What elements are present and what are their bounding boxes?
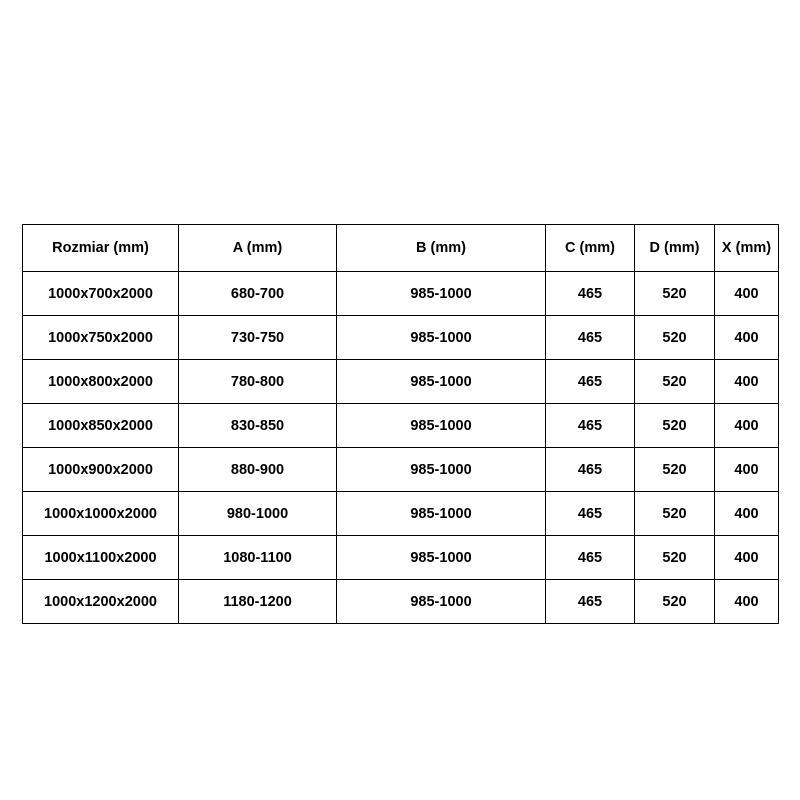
- cell-d: 520: [635, 492, 715, 536]
- cell-rozmiar: 1000x900x2000: [23, 448, 179, 492]
- cell-b: 985-1000: [337, 316, 546, 360]
- cell-d: 520: [635, 448, 715, 492]
- cell-x: 400: [715, 492, 779, 536]
- cell-a: 830-850: [179, 404, 337, 448]
- cell-x: 400: [715, 580, 779, 624]
- cell-x: 400: [715, 448, 779, 492]
- table-row: [23, 536, 779, 580]
- column-header-b: B (mm): [337, 225, 546, 272]
- cell-b: 985-1000: [337, 448, 546, 492]
- cell-d: 520: [635, 316, 715, 360]
- table-row: [23, 360, 779, 404]
- cell-c: 465: [546, 580, 635, 624]
- table-row: [23, 404, 779, 448]
- cell-x: 400: [715, 360, 779, 404]
- cell-rozmiar: 1000x850x2000: [23, 404, 179, 448]
- cell-c: 465: [546, 272, 635, 316]
- table-header-row: [23, 225, 779, 272]
- cell-x: 400: [715, 536, 779, 580]
- table-row: [23, 272, 779, 316]
- table-body: [23, 272, 779, 624]
- cell-b: 985-1000: [337, 580, 546, 624]
- cell-rozmiar: 1000x800x2000: [23, 360, 179, 404]
- spec-table-container: [22, 224, 778, 624]
- cell-rozmiar: 1000x1100x2000: [23, 536, 179, 580]
- column-header-rozmiar: Rozmiar (mm): [23, 225, 179, 272]
- cell-b: 985-1000: [337, 536, 546, 580]
- cell-rozmiar: 1000x700x2000: [23, 272, 179, 316]
- cell-rozmiar: 1000x750x2000: [23, 316, 179, 360]
- column-header-a: A (mm): [179, 225, 337, 272]
- column-header-x: X (mm): [715, 225, 779, 272]
- cell-rozmiar: 1000x1000x2000: [23, 492, 179, 536]
- cell-a: 780-800: [179, 360, 337, 404]
- cell-a: 880-900: [179, 448, 337, 492]
- cell-d: 520: [635, 272, 715, 316]
- cell-c: 465: [546, 448, 635, 492]
- cell-a: 680-700: [179, 272, 337, 316]
- cell-b: 985-1000: [337, 404, 546, 448]
- cell-d: 520: [635, 536, 715, 580]
- cell-d: 520: [635, 580, 715, 624]
- cell-x: 400: [715, 404, 779, 448]
- cell-a: 1180-1200: [179, 580, 337, 624]
- cell-b: 985-1000: [337, 272, 546, 316]
- cell-a: 1080-1100: [179, 536, 337, 580]
- cell-x: 400: [715, 272, 779, 316]
- cell-a: 980-1000: [179, 492, 337, 536]
- cell-b: 985-1000: [337, 492, 546, 536]
- column-header-d: D (mm): [635, 225, 715, 272]
- table-row: [23, 492, 779, 536]
- cell-c: 465: [546, 404, 635, 448]
- table-row: [23, 580, 779, 624]
- cell-c: 465: [546, 316, 635, 360]
- cell-c: 465: [546, 492, 635, 536]
- cell-d: 520: [635, 360, 715, 404]
- cell-rozmiar: 1000x1200x2000: [23, 580, 179, 624]
- cell-d: 520: [635, 404, 715, 448]
- table-row: [23, 316, 779, 360]
- column-header-c: C (mm): [546, 225, 635, 272]
- dimensions-table: [22, 224, 779, 624]
- cell-c: 465: [546, 360, 635, 404]
- cell-x: 400: [715, 316, 779, 360]
- cell-b: 985-1000: [337, 360, 546, 404]
- cell-a: 730-750: [179, 316, 337, 360]
- cell-c: 465: [546, 536, 635, 580]
- table-row: [23, 448, 779, 492]
- table-header: [23, 225, 779, 272]
